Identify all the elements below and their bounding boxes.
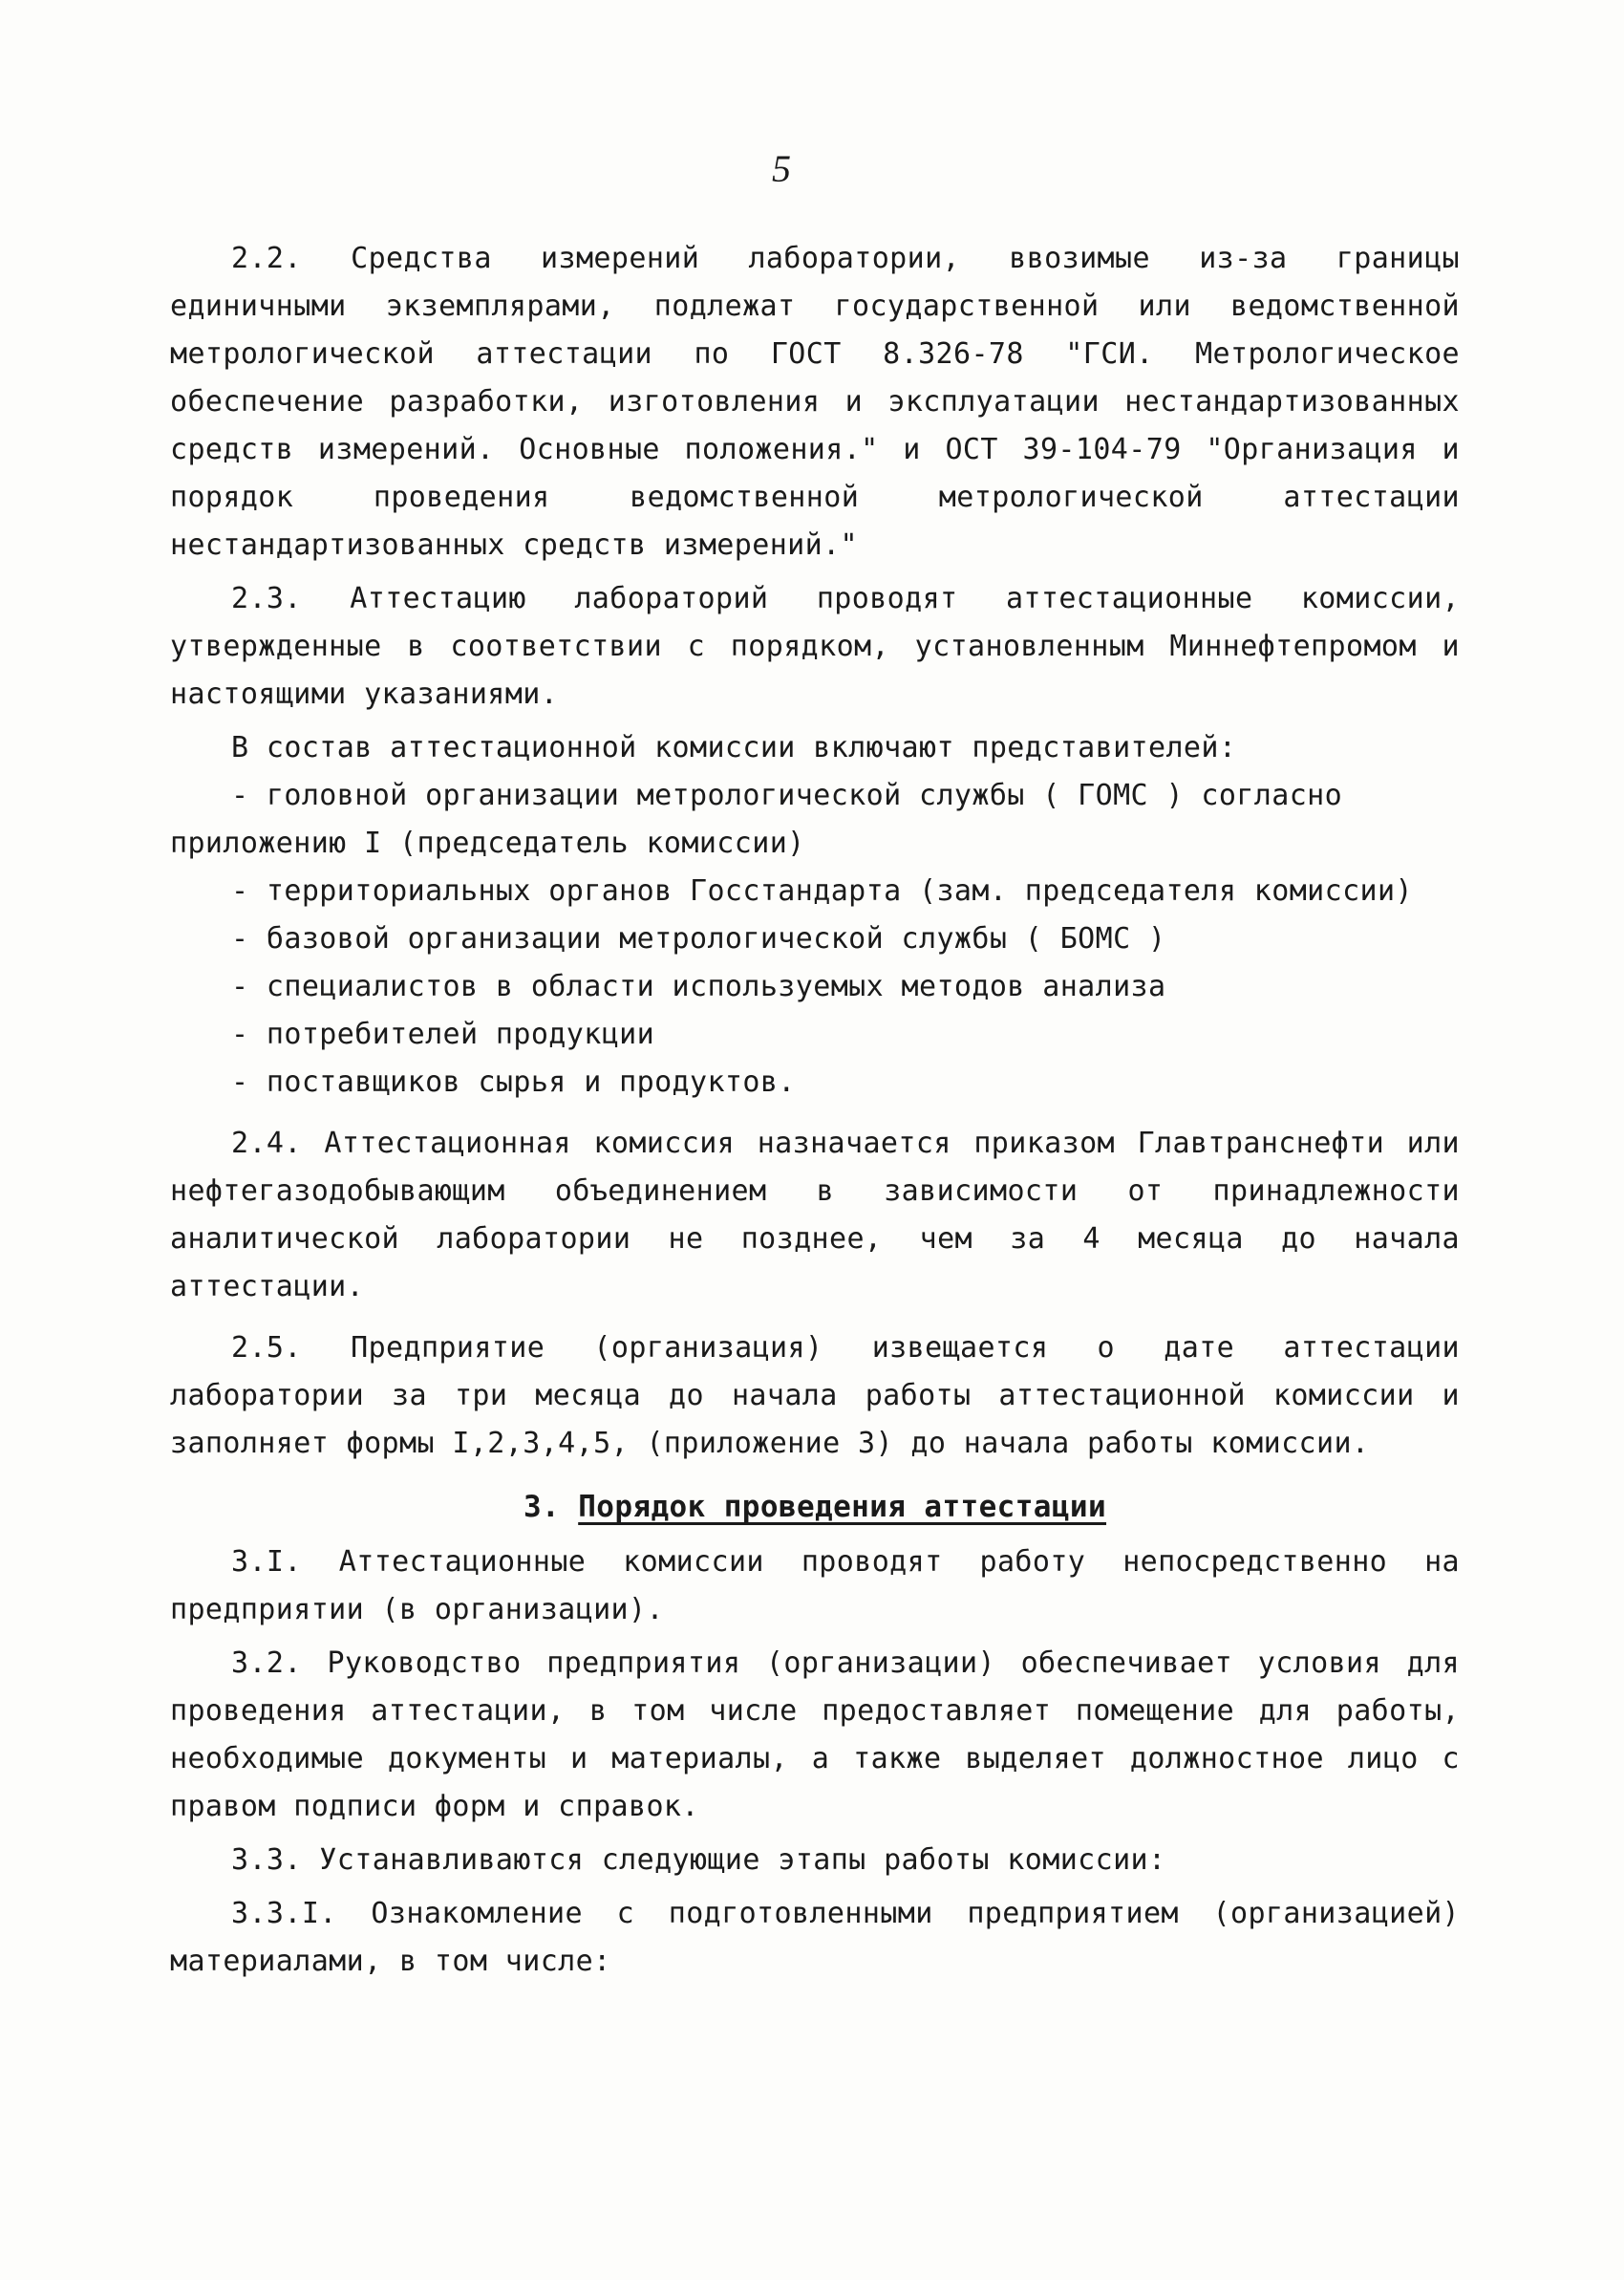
page-number: 5 bbox=[772, 147, 791, 190]
list-item: - специалистов в области используемых методов анализа bbox=[231, 970, 1166, 1003]
list-item: - базовой организации метрологической службы ( БОМС ) bbox=[231, 922, 1166, 956]
paragraph-2-5: 2.5. Предприятие (организация) извещается о дате аттестации лаборатории за три месяца до начала работы аттестационной комиссии и заполняет формы I,2,3,4,5, (приложение 3) до начала работы комиссии. bbox=[170, 1331, 1460, 1460]
paragraph-3-2: 3.2. Руководство предприятия (организации) обеспечивает условия для проведения аттестации, в том числе предоставляет помещение для работы, необходимые документы и материалы, а также выделяет должностное лицо с правом подписи форм и справок. bbox=[170, 1646, 1460, 1823]
commission-intro: В состав аттестационной комиссии включают представителей: bbox=[231, 731, 1237, 764]
list-item: - территориальных органов Госстандарта (зам. председателя комиссии) bbox=[231, 874, 1413, 908]
paragraph-2-3: 2.3. Аттестацию лабораторий проводят аттестационные комиссии, утвержденные в соответствии с порядком, установленным Миннефтепромом и настоящими указаниями. bbox=[170, 582, 1460, 711]
list-item: - головной организации метрологической службы ( ГОМС ) согласно приложению I (председатель комиссии) bbox=[170, 779, 1343, 860]
list-item: - потребителей продукции bbox=[231, 1018, 655, 1051]
paragraph-3-3-1: 3.3.I. Ознакомление с подготовленными предприятием (организацией) материалами, в том числе: bbox=[170, 1897, 1460, 1978]
section-3-title: Порядок проведения аттестации bbox=[578, 1490, 1107, 1524]
paragraph-2-2: 2.2. Средства измерений лаборатории, ввозимые из-за границы единичными экземплярами, подлежат государственной или ведомственной метрологической аттестации по ГОСТ 8.326-78 "ГСИ. Метрологическое обеспечение разработки, изготовления и эксплуатации нестандартизованных средств измерений. Основные положения." и ОСТ 39-104-79 "Организация и порядок проведения ведомственной метрологической аттестации нестандартизованных средств измерений." bbox=[170, 242, 1460, 562]
list-item: - поставщиков сырья и продуктов. bbox=[231, 1065, 796, 1099]
paragraph-3-3: 3.3. Устанавливаются следующие этапы работы комиссии: bbox=[231, 1843, 1166, 1877]
paragraph-3-1: 3.I. Аттестационные комиссии проводят работу непосредственно на предприятии (в организации). bbox=[170, 1545, 1460, 1626]
document-body bbox=[170, 235, 1460, 1991]
section-3-number: 3. bbox=[523, 1490, 561, 1524]
commission-members-list bbox=[170, 772, 1460, 1107]
paragraph-2-4: 2.4. Аттестационная комиссия назначается приказом Главтранснефти или нефтегазодобывающим объединением в зависимости от принадлежности аналитической лаборатории не позднее, чем за 4 месяца до начала аттестации. bbox=[170, 1127, 1460, 1303]
section-3-heading bbox=[170, 1483, 1460, 1531]
